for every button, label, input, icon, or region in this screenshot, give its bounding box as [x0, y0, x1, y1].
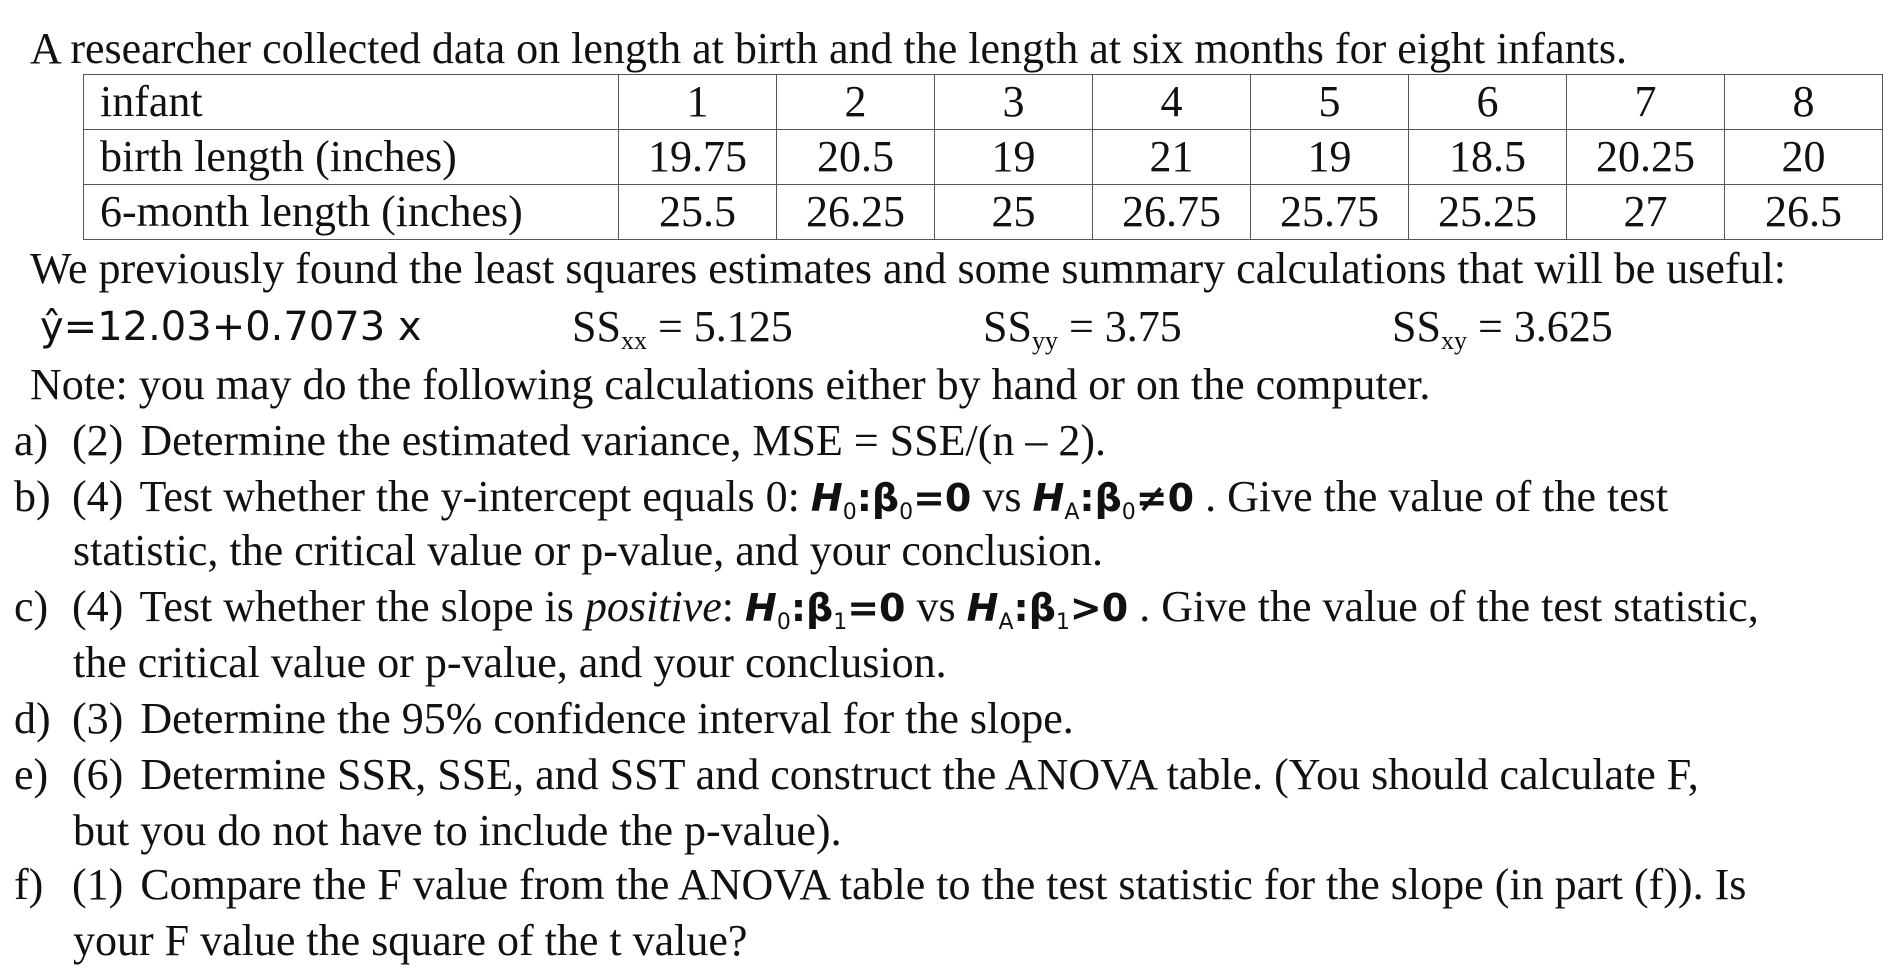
table-cell: 26.5	[1725, 185, 1883, 240]
alt-hypothesis: $H_A:\beta_1>0$	[966, 586, 1129, 635]
question-c-continued: the critical value or p-value, and your conclusion.	[73, 638, 947, 687]
null-hypothesis: $H_0:\beta_0=0$	[810, 476, 972, 525]
note-text: Note: you may do the following calculations either by hand or on the computer.	[30, 360, 1431, 409]
question-e-continued: but you do not have to include the p-value).	[73, 806, 842, 855]
table-cell: 20.25	[1567, 130, 1725, 185]
table-cell: 7	[1567, 75, 1725, 130]
table-cell: 6	[1409, 75, 1567, 130]
row-label: infant	[84, 75, 619, 130]
positive-emphasis: positive	[584, 582, 722, 631]
question-points: (3)	[72, 694, 124, 743]
table-cell: 25.5	[619, 185, 777, 240]
row-label: 6-month length (inches)	[84, 185, 619, 240]
question-b: b) (4) Test whether the y-intercept equals 0: $H_0:\beta_0=0$ vs $H_A:\beta_0\ne 0$ . Give the value of the test	[14, 472, 1669, 525]
table-cell: 1	[619, 75, 777, 130]
question-text: Determine SSR, SSE, and SST and construct the ANOVA table. (You should calculate F,	[140, 750, 1699, 799]
row-birth-length	[84, 130, 1883, 185]
row-label: birth length (inches)	[84, 130, 619, 185]
row-infant	[84, 75, 1883, 130]
question-a	[14, 414, 1106, 468]
table-cell: 25.25	[1409, 185, 1567, 240]
question-letter: a)	[14, 416, 49, 465]
previously-text: We previously found the least squares estimates and some summary calculations that will be useful:	[30, 244, 1787, 293]
alt-hypothesis: $H_A:\beta_0\ne 0$	[1032, 476, 1195, 525]
question-points: (4)	[72, 582, 124, 631]
table-cell: 4	[1093, 75, 1251, 130]
question-text: Determine the estimated variance, MSE = SSE/(n – 2).	[140, 416, 1106, 465]
table-cell: 18.5	[1409, 130, 1567, 185]
table-cell: 19	[935, 130, 1093, 185]
question-f-continued: your F value the square of the t value?	[73, 916, 748, 965]
table-cell: 25.75	[1251, 185, 1409, 240]
question-b-continued: statistic, the critical value or p-value, and your conclusion.	[73, 526, 1104, 575]
question-letter: f)	[14, 860, 44, 909]
table-cell: 2	[777, 75, 935, 130]
table-cell: 26.75	[1093, 185, 1251, 240]
question-text: Compare the F value from the ANOVA table to the test statistic for the slope (in part (f)). Is	[140, 860, 1747, 909]
data-table	[83, 74, 1883, 240]
ss-xy: SSxy = 3.625	[1392, 302, 1613, 355]
question-letter: b)	[14, 472, 51, 521]
ss-yy: SSyy = 3.75	[983, 302, 1182, 355]
question-f	[14, 858, 1746, 912]
question-letter: c)	[14, 582, 49, 631]
question-points: (2)	[72, 416, 124, 465]
table-cell: 27	[1567, 185, 1725, 240]
table-cell: 8	[1725, 75, 1883, 130]
table-cell: 26.25	[777, 185, 935, 240]
table-cell: 3	[935, 75, 1093, 130]
question-text: Test whether the slope is	[139, 582, 585, 631]
table-cell: 25	[935, 185, 1093, 240]
intro-text: A researcher collected data on length at birth and the length at six months for eight infants.	[30, 24, 1627, 73]
table-cell: 20	[1725, 130, 1883, 185]
table-cell: 20.5	[777, 130, 935, 185]
question-points: (4)	[72, 472, 124, 521]
table-cell: 21	[1093, 130, 1251, 185]
question-text: Test whether the y-intercept equals 0:	[139, 472, 811, 521]
question-text: Determine the 95% confidence interval for the slope.	[140, 694, 1074, 743]
table-cell: 5	[1251, 75, 1409, 130]
table-cell: 19	[1251, 130, 1409, 185]
question-letter: d)	[14, 694, 51, 743]
question-points: (1)	[72, 860, 124, 909]
row-six-month-length	[84, 185, 1883, 240]
table-cell: 19.75	[619, 130, 777, 185]
null-hypothesis: $H_0:\beta_1=0$	[745, 586, 906, 635]
question-e	[14, 748, 1699, 802]
regression-equation: ŷ=12.03+0.7073 x	[40, 304, 422, 350]
ss-xx: SSxx = 5.125	[572, 302, 793, 355]
question-d	[14, 692, 1074, 746]
question-letter: e)	[14, 750, 49, 799]
question-points: (6)	[72, 750, 124, 799]
question-c: c) (4) Test whether the slope is positive: $H_0:\beta_1=0$ vs $H_A:\beta_1>0$ . Give the value of the test statistic,	[14, 582, 1759, 635]
